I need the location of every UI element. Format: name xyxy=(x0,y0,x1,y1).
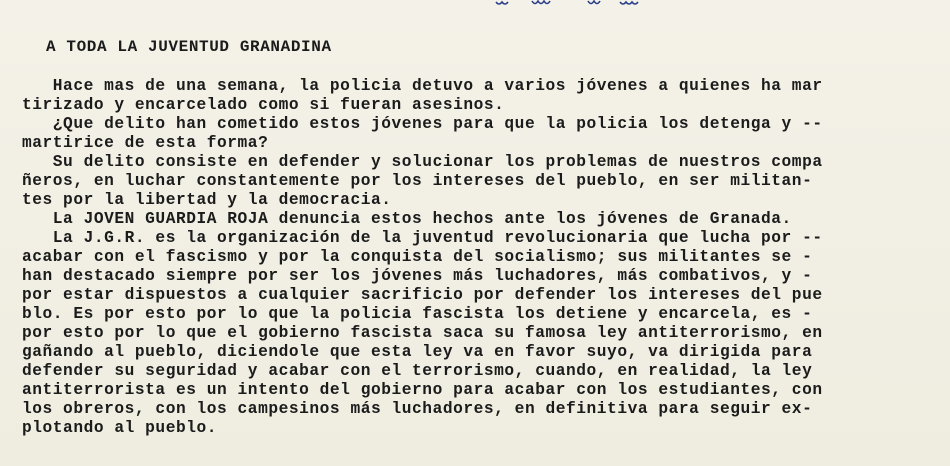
document-title: A TODA LA JUVENTUD GRANADINA xyxy=(46,38,332,56)
stamp-fragment xyxy=(492,0,652,8)
text-line: martirice de esta forma? xyxy=(22,134,269,152)
text-line: ñeros, en luchar constantemente por los intereses del pueblo, en ser militan- xyxy=(22,172,813,190)
text-line: han destacado siempre por ser los jóvenes más luchadores, más combativos, y - xyxy=(22,267,813,285)
text-line: acabar con el fascismo y por la conquista del socialismo; sus militantes se - xyxy=(22,248,813,266)
text-line: blo. Es por esto por lo que la policia fascista los detiene y encarcela, es - xyxy=(22,305,813,323)
text-line: La JOVEN GUARDIA ROJA denuncia estos hechos ante los jóvenes de Granada. xyxy=(22,210,792,228)
text-line: La J.G.R. es la organización de la juventud revolucionaria que lucha por -- xyxy=(22,229,823,247)
text-line: los obreros, con los campesinos más luchadores, en definitiva para seguir ex- xyxy=(22,400,813,418)
text-line: Hace mas de una semana, la policia detuvo a varios jóvenes a quienes ha mar xyxy=(22,77,823,95)
text-line: antiterrorista es un intento del gobierno para acabar con los estudiantes, con xyxy=(22,381,823,399)
text-line: por estar dispuestos a cualquier sacrificio por defender los intereses del pue xyxy=(22,286,823,304)
document-text xyxy=(22,77,823,438)
text-line: defender su seguridad y acabar con el terrorismo, cuando, en realidad, la ley xyxy=(22,362,813,380)
text-line: ¿Que delito han cometido estos jóvenes para que la policia los detenga y -- xyxy=(22,115,823,133)
text-line: tirizado y encarcelado como si fueran asesinos. xyxy=(22,96,505,114)
text-line: tes por la libertad y la democracia. xyxy=(22,191,392,209)
text-line: plotando al pueblo. xyxy=(22,419,218,437)
text-line: Su delito consiste en defender y solucionar los problemas de nuestros compa xyxy=(22,153,823,171)
text-line: gañando al pueblo, diciendole que esta ley va en favor suyo, va dirigida para xyxy=(22,343,813,361)
text-line: por esto por lo que el gobierno fascista saca su famosa ley antiterrorismo, en xyxy=(22,324,823,342)
